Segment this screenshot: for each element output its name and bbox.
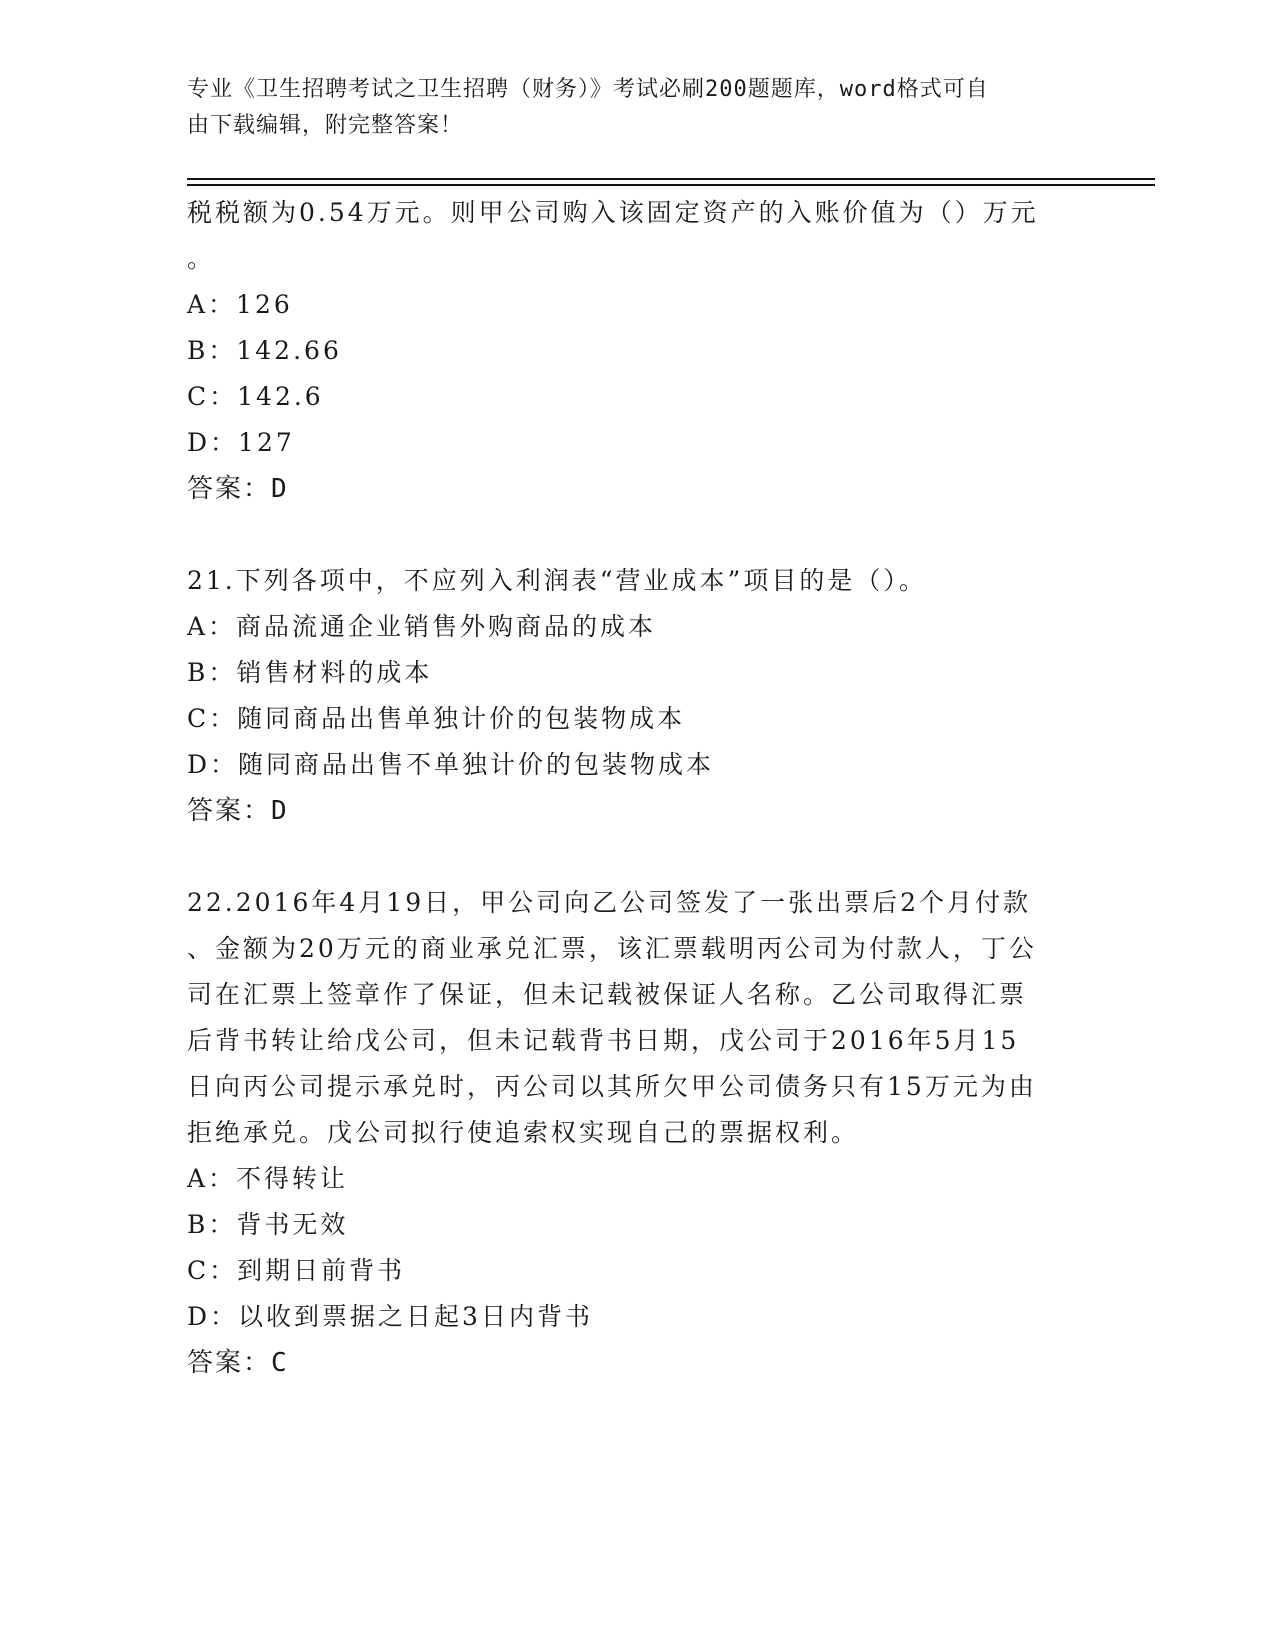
question-21-option-c: C：随同商品出售单独计价的包装物成本	[187, 704, 686, 733]
header-divider-bottom	[187, 184, 1155, 186]
question-content	[187, 190, 1087, 1386]
question-21-answer: 答案：D	[187, 796, 289, 826]
question-22-option-d: D：以收到票据之日起3日内背书	[187, 1302, 593, 1331]
header-divider-top	[187, 178, 1155, 180]
question-22-stem-line-5: 日向丙公司提示承兑时，丙公司以其所欠甲公司债务只有15万元为由	[187, 1072, 1037, 1101]
question-22-option-c: C：到期日前背书	[187, 1256, 406, 1285]
question-spacer	[187, 512, 1087, 558]
question-20-option-c: C：142.6	[187, 382, 324, 411]
question-20-option-d: D：127	[187, 428, 295, 457]
page-header	[187, 72, 1067, 144]
question-20-option-a: A：126	[187, 290, 293, 319]
question-22-stem-line-4: 后背书转让给戊公司，但未记载背书日期，戊公司于2016年5月15	[187, 1026, 1020, 1055]
question-22-option-a: A：不得转让	[187, 1164, 349, 1193]
question-spacer	[187, 834, 1087, 880]
header-line-1: 专业《卫生招聘考试之卫生招聘（财务）》考试必刷200题题库，word格式可自	[187, 77, 989, 102]
question-21-option-b: B：销售材料的成本	[187, 658, 433, 687]
question-22-stem-line-3: 司在汇票上签章作了保证，但未记载被保证人名称。乙公司取得汇票	[187, 980, 1028, 1009]
question-22-option-b: B：背书无效	[187, 1210, 349, 1239]
question-21-block	[187, 558, 1087, 834]
question-22-block	[187, 880, 1087, 1386]
header-line-2: 由下载编辑，附完整答案！	[187, 113, 464, 138]
question-20-block	[187, 190, 1087, 512]
question-20-option-b: B：142.66	[187, 336, 342, 365]
question-20-stem-line-1: 税税额为0.54万元。则甲公司购入该固定资产的入账价值为（）万元	[187, 198, 1039, 227]
question-20-stem-line-2: 。	[187, 244, 216, 273]
question-22-stem-line-2: 、金额为20万元的商业承兑汇票，该汇票载明丙公司为付款人，丁公	[187, 934, 1037, 963]
question-21-option-d: D：随同商品出售不单独计价的包装物成本	[187, 750, 715, 779]
question-22-stem-line-1: 22.2016年4月19日，甲公司向乙公司签发了一张出票后2个月付款	[187, 888, 1032, 917]
question-21-option-a: A：商品流通企业销售外购商品的成本	[187, 612, 657, 641]
question-22-answer: 答案：C	[187, 1348, 289, 1378]
question-21-stem: 21.下列各项中，不应列入利润表“营业成本”项目的是（）。	[187, 566, 927, 595]
question-20-answer: 答案：D	[187, 474, 289, 504]
question-22-stem-line-6: 拒绝承兑。戊公司拟行使追索权实现自己的票据权利。	[187, 1118, 860, 1147]
